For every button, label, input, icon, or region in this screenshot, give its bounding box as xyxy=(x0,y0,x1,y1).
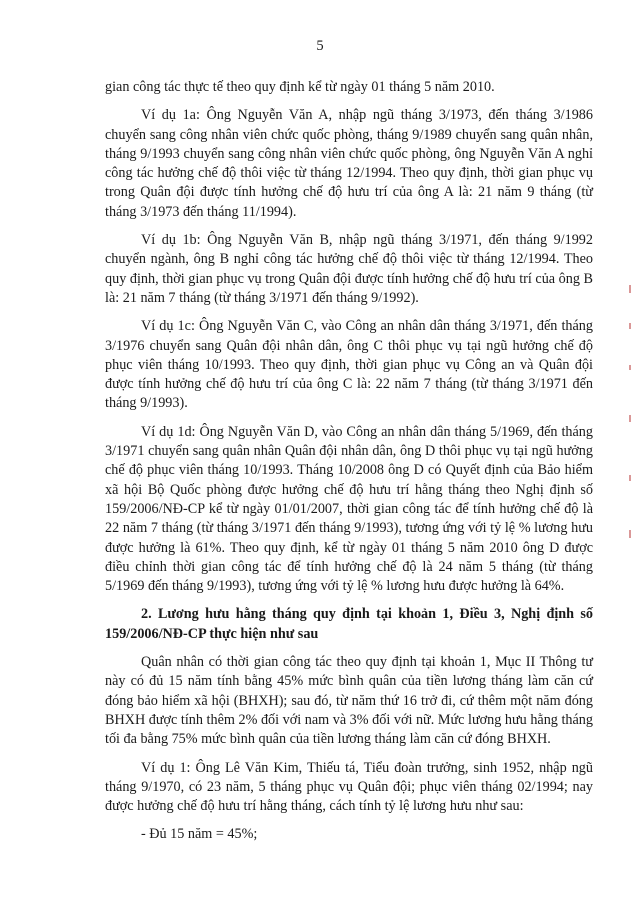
paragraph-example-1c: Ví dụ 1c: Ông Nguyễn Văn C, vào Công an nhân dân tháng 3/1971, đến tháng 3/1976 chuyển sang Quân đội nhân dân, ông C thôi phục vụ tại ngũ hưởng chế độ phục viên tháng 10/1993. Theo quy định, thời gian phục vụ Công an và Quân đội được tính hưởng chế độ hưu trí của ông C là: 22 năm 7 tháng (từ tháng 3/1971 đến tháng 9/1993). xyxy=(105,318,593,412)
section-heading-2: 2. Lương hưu hằng tháng quy định tại khoản 1, Điều 3, Nghị định số 159/2006/NĐ-CP thực hiện như sau xyxy=(105,606,593,642)
document-body xyxy=(105,78,593,845)
paragraph-example-1a: Ví dụ 1a: Ông Nguyễn Văn A, nhập ngũ tháng 3/1973, đến tháng 3/1986 chuyển sang công nhân viên chức quốc phòng, tháng 9/1989 chuyển sang quân nhân, tháng 9/1993 chuyển sang công nhân viên chức quốc phòng, ông Nguyễn Văn A nghỉ công tác hưởng chế độ thôi việc từ tháng 12/1994. Theo quy định, thời gian phục vụ trong Quân đội được tính hưởng chế độ hưu trí của ông A là: 21 năm 9 tháng (từ tháng 3/1973 đến tháng 11/1994). xyxy=(105,107,593,220)
paragraph-example-1: Ví dụ 1: Ông Lê Văn Kim, Thiếu tá, Tiểu đoàn trưởng, sinh 1952, nhập ngũ tháng 9/1970, có 23 năm, 5 tháng phục vụ Quân đội; phục viên tháng 02/1994; nay được hưởng chế độ hưu trí hằng tháng, cách tính tỷ lệ lương hưu như sau: xyxy=(105,759,593,815)
paragraph-continuation: gian công tác thực tế theo quy định kể từ ngày 01 tháng 5 năm 2010. xyxy=(105,79,495,95)
margin-scan-marks xyxy=(629,285,633,550)
paragraph-pension-rule: Quân nhân có thời gian công tác theo quy định tại khoản 1, Mục II Thông tư này có đủ 15 năm tính bằng 45% mức bình quân của tiền lương tháng làm căn cứ đóng bảo hiểm xã hội (BHXH); sau đó, từ năm thứ 16 trở đi, cứ thêm một năm đóng BHXH được tính thêm 2% đối với nam và 3% đối với nữ. Mức lương hưu hằng tháng tối đa bằng 75% mức bình quân của tiền lương tháng làm căn cứ đóng BHXH. xyxy=(105,654,593,748)
paragraph-example-1d: Ví dụ 1d: Ông Nguyễn Văn D, vào Công an nhân dân tháng 5/1969, đến tháng 3/1971 chuyển sang quân nhân Quân đội nhân dân, ông D thôi phục vụ tại ngũ hưởng chế độ phục viên tháng 10/1993. Tháng 10/2008 ông D có Quyết định của Bảo hiểm xã hội Bộ Quốc phòng được hưởng chế độ hưu trí hằng tháng theo Nghị định số 159/2006/NĐ-CP kể từ ngày 01/01/2007, thời gian công tác để tính hưởng chế độ là 22 năm 7 tháng (từ tháng 3/1971 đến tháng 9/1993), tương ứng với tỷ lệ % lương hưu được hưởng là 61%. Theo quy định, kể từ ngày 01 tháng 5 năm 2010 ông D được điều chỉnh thời gian công tác để tính hưởng chế độ là 24 năm 5 tháng (từ tháng 5/1969 đến tháng 9/1993), tương ứng với tỷ lệ % lương hưu được hưởng là 64%. xyxy=(105,423,593,595)
page-number: 5 xyxy=(316,38,324,54)
paragraph-example-1b: Ví dụ 1b: Ông Nguyễn Văn B, nhập ngũ tháng 3/1971, đến tháng 9/1992 chuyển ngành, ông B nghỉ công tác hưởng chế độ thôi việc từ tháng 12/1994. Theo quy định, thời gian phục vụ trong Quân đội được tính hưởng chế độ hưu trí của ông B là: 21 năm 7 tháng (từ tháng 3/1971 đến tháng 9/1992). xyxy=(105,232,593,306)
list-item-15-years: - Đủ 15 năm = 45%; xyxy=(141,826,258,843)
